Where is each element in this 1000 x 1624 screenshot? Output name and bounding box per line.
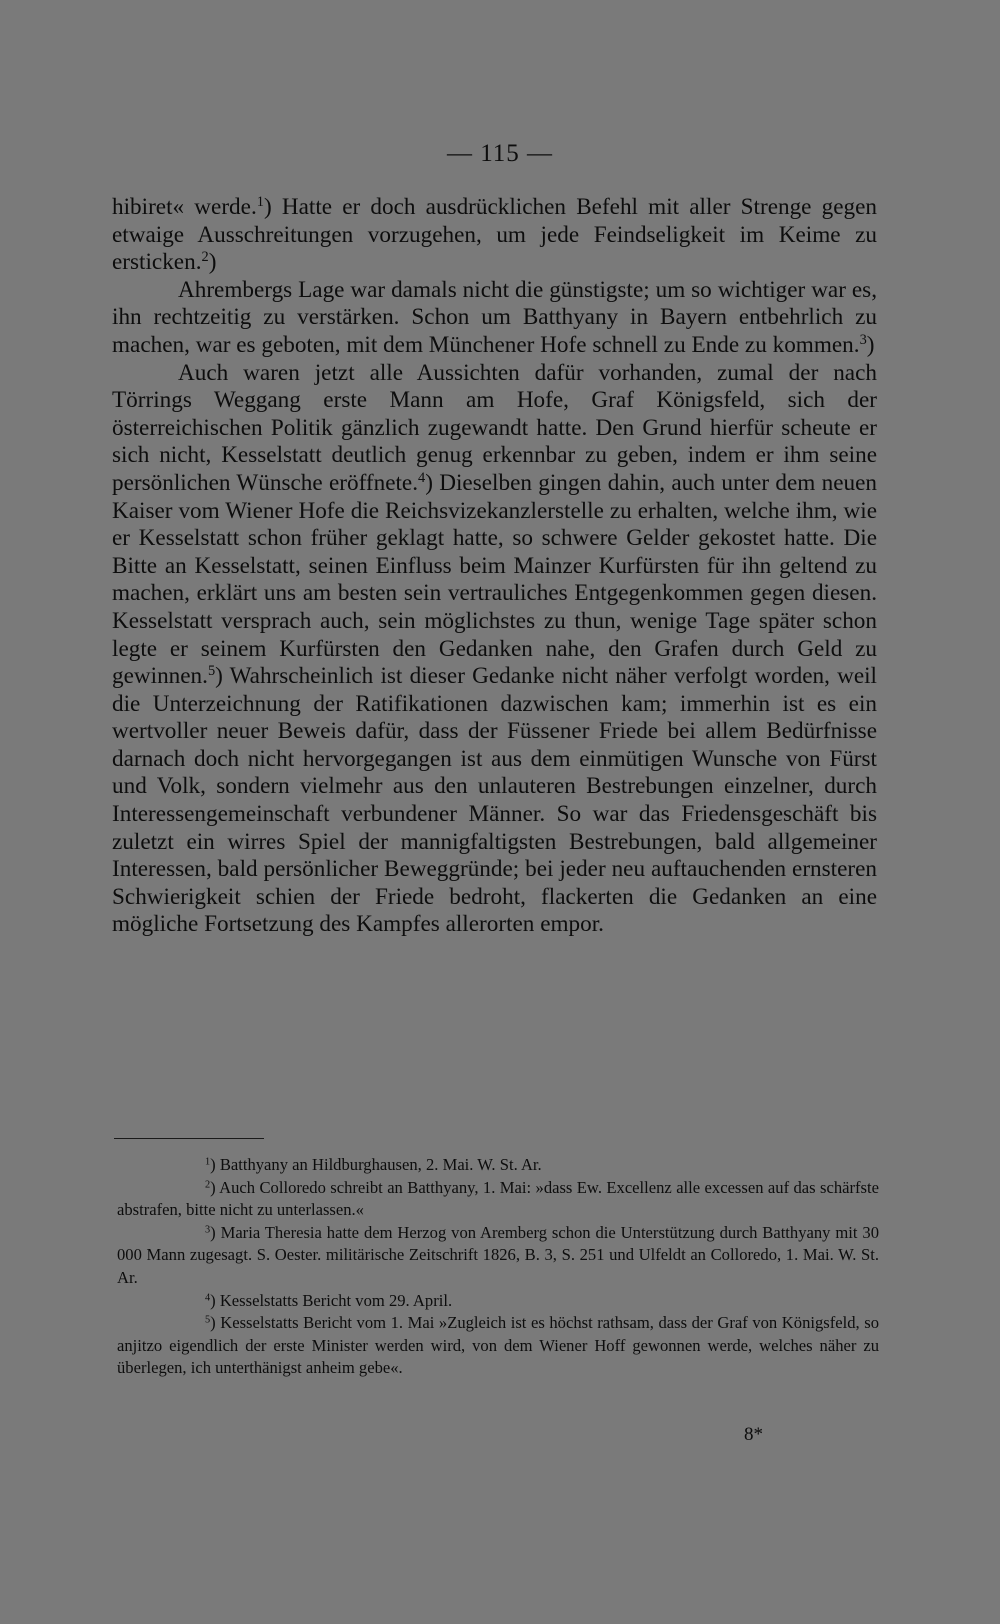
- footnote-text: ) Batthyany an Hildburghausen, 2. Mai. W. St. Ar.: [210, 1155, 542, 1174]
- footnote-ref-4: 4: [418, 470, 426, 487]
- main-text: [112, 194, 877, 939]
- printer-signature-mark: 8*: [744, 1424, 763, 1445]
- footnote-divider: [114, 1138, 264, 1139]
- footnote-ref-5: 5: [207, 663, 216, 680]
- paragraph-3-text-c: ) Wahrscheinlich ist dieser Gedanke nicht näher verfolgt worden, weil die Unterzeichnung der Ratifikationen dazwischen kam; immerhin ist es ein wertvoller neuer Beweis dafür, dass der Füssener Friede bei allem Bedürfnisse darnach doch nicht hervorgegangen ist aus dem einmütigen Wunsche von Fürst und Volk, sondern vielmehr aus den unlauteren Bestrebungen einzelner, durch Interessengemeinschaft verbundener Männer. So war das Friedensgeschäft bis zuletzt ein wirres Spiel der mannigfaltigsten Bestrebungen, bald allgemeiner Interessen, bald persönlicher Beweggründe; bei jeder neu auftauchenden ernsteren Schwierigkeit schien der Friede bedroht, flackerten die Gedanken an eine mögliche Fortsetzung des Kampfes allerorten empor.: [112, 663, 877, 938]
- paragraph-1-text-a: hibiret« werde.: [112, 194, 257, 220]
- paragraph-3-text-b: ) Dieselben gingen dahin, auch unter dem neuen Kaiser vom Wiener Hofe die Reichsvizekanzlerstelle zu erhalten, welche ihm, wie er Kesselstatt schon früher geklagt hatte, so schwere Gelder gekostet hatte. Die Bitte an Kesselstatt, seinen Einfluss beim Mainzer Kurfürsten für ihn geltend zu machen, erklärt uns am besten sein vertrauliches Entgegenkommen gegen diesen. Kesselstatt versprach auch, sein möglichstes zu thun, wenige Tage später schon legte er seinem Kurfürsten den Gedanken nahe, den Grafen durch Geld zu gewinnen.: [112, 469, 877, 690]
- footnote-ref-3: 3: [859, 332, 867, 349]
- footnote-mark: 5: [205, 1314, 211, 1326]
- footnote-ref-2: 2: [201, 249, 209, 266]
- footnote-mark: 4: [205, 1291, 211, 1303]
- footnote-text: ) Maria Theresia hatte dem Herzog von Aremberg schon die Unterstützung durch Batthyany mit 30 000 Mann zugesagt. S. Oester. militärische Zeitschrift 1826, B. 3, S. 251 und Ulfeldt an Colloredo, 1. Mai. W. St. Ar.: [117, 1222, 879, 1287]
- footnotes: [117, 1154, 879, 1380]
- footnote-2: [117, 1177, 879, 1222]
- paragraph-1-text-b: ) Hatte er doch ausdrücklichen Befehl mit aller Strenge gegen etwaige Ausschreitungen vorzugehen, um jede Feindseligkeit im Keime zu ersticken.: [112, 194, 878, 276]
- footnote-5: [117, 1312, 879, 1380]
- page-number: — 115 —: [446, 140, 554, 167]
- footnote-text: ) Kesselstatts Bericht vom 1. Mai »Zugleich ist es höchst rathsam, dass der Graf von Königsfeld, so anjitzo eigendlich der erste Minister werden wird, von dem Wiener Hoff gewonnen werde, welches näher zu überlegen, ich unterthänigst anheim gebe«.: [117, 1313, 879, 1378]
- footnote-text: ) Kesselstatts Bericht vom 29. April.: [210, 1290, 453, 1310]
- paragraph-2-text-a: Ahrembergs Lage war damals nicht die günstigste; um so wichtiger war es, ihn rechtzeitig zu verstärken. Schon um Batthyany in Bayern entbehrlich zu machen, war es geboten, mit dem Münchener Hofe schnell zu Ende zu kommen.: [112, 276, 877, 358]
- footnote-3: [117, 1222, 879, 1290]
- paragraph-2: [112, 277, 877, 360]
- paragraph-2-text-b: ): [866, 331, 875, 358]
- footnote-mark: 3: [205, 1224, 211, 1236]
- footnote-1: [117, 1154, 879, 1177]
- paragraph-3-text-a: Auch waren jetzt alle Aussichten dafür vorhanden, zumal der nach Törrings Weggang erste Mann am Hofe, Graf Königsfeld, sich der österreichischen Politik gänzlich zugewandt hatte. Den Grund hierfür scheute er sich nicht, Kesselstatt deutlich genug erkennbar zu geben, indem er ihm seine persönlichen Wünsche eröffnete.: [112, 359, 877, 496]
- footnote-4: [117, 1290, 879, 1313]
- footnote-mark: 1: [205, 1156, 211, 1168]
- paragraph-1: [112, 194, 877, 277]
- paragraph-3: [112, 360, 877, 939]
- footnote-text: ) Auch Colloredo schreibt an Batthyany, 1. Mai: »dass Ew. Excellenz alle excessen auf das schärfste abstrafen, bitte nicht zu unterlassen.«: [117, 1177, 879, 1220]
- paragraph-1-text-c: ): [208, 249, 217, 276]
- footnote-ref-1: 1: [256, 194, 264, 211]
- footnote-mark: 2: [205, 1178, 211, 1190]
